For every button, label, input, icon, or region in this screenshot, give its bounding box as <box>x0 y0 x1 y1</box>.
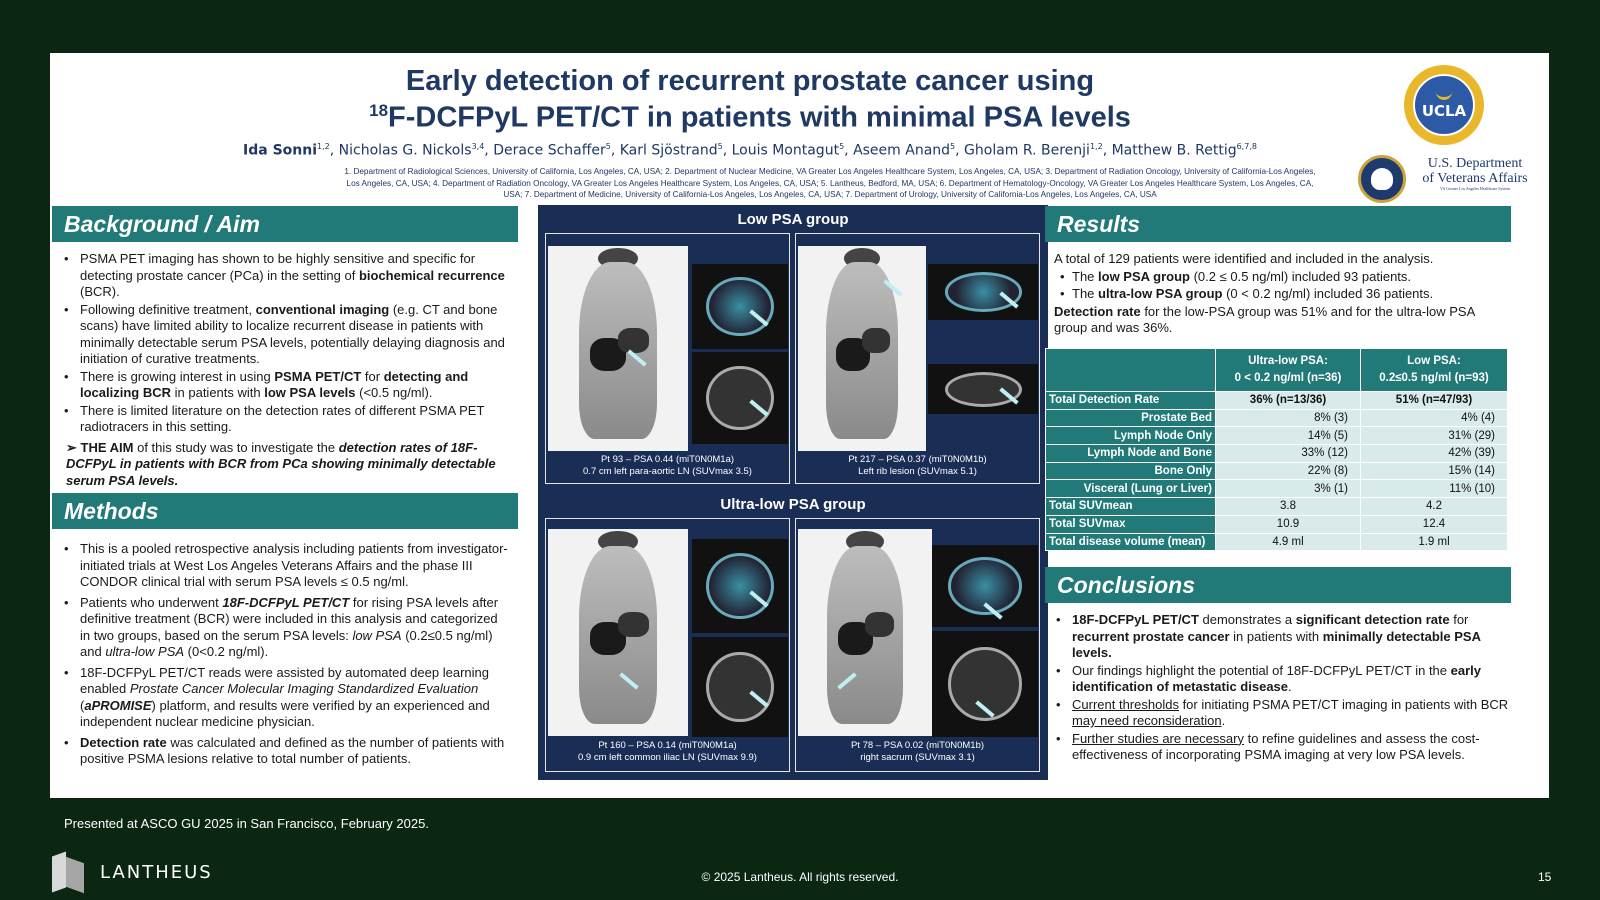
background-heading: Background / Aim <box>52 206 518 242</box>
background-bullet-1: • PSMA PET imaging has shown to be highly sensitive and specific for detecting prostate cancer (PCa) in the setting of biochemical recurrence (BCR). <box>58 251 510 301</box>
author-affiliation-sup: 1,2 <box>1089 142 1103 151</box>
case-pt78 <box>795 518 1040 772</box>
cell-low: 1.9 ml <box>1361 533 1508 551</box>
cell-ultra-low: 3.8 <box>1216 498 1361 516</box>
methods-heading: Methods <box>52 493 518 529</box>
axial-fused-image <box>692 264 788 349</box>
cell-low: 31% (29) <box>1361 427 1508 445</box>
case-caption: Pt 93 – PSA 0.44 (miT0N0M1a) 0.7 cm left para-aortic LN (SUVmax 3.5) <box>583 454 752 477</box>
author-affiliation-sup: 5 <box>717 142 723 151</box>
body-cross-section <box>706 553 773 619</box>
case-caption: Pt 217 – PSA 0.37 (miT0N0M1b) Left rib lesion (SUVmax 5.1) <box>848 454 987 477</box>
va-logo-text <box>1410 157 1540 191</box>
conclusions-body <box>1050 612 1510 765</box>
organ-shape <box>865 612 894 637</box>
title-line2-text: F-DCFPyL PET/CT in patients with minimal PSA levels <box>388 101 1131 134</box>
va-line1: U.S. Department <box>1427 156 1523 171</box>
axial-ct-image <box>932 631 1038 737</box>
mip-image <box>548 246 688 451</box>
cell-low: 51% (n=47/93) <box>1361 392 1508 410</box>
row-label: Lymph Node and Bone <box>1046 445 1216 463</box>
organ-shape <box>618 328 649 353</box>
affiliations-line3: USA; 7. Department of Medicine, University of California-Los Angeles, Los Angeles, CA, USA; 7. Department of Urology, University of California-Los Angeles, Los Angeles, CA, USA <box>503 190 1157 199</box>
methods-bullet-3: • 18F-DCFPyL PET/CT reads were assisted by automated deep learning enabled Prostate Cancer Molecular Imaging Standardized Evaluation (aPROMISE) platform, and results were verified by an experienced and independent nuclear medicine physician. <box>58 665 510 731</box>
ucla-seal-inner <box>1413 74 1475 136</box>
body-cross-section <box>706 366 773 430</box>
title-superscript: 18 <box>369 101 389 120</box>
conclusion-bullet-1: • 18F-DCFPyL PET/CT demonstrates a significant detection rate for recurrent prostate cancer in patients with minimally detectable PSA levels. <box>1050 612 1510 662</box>
presented-note: Presented at ASCO GU 2025 in San Francisco, February 2025. <box>64 816 429 831</box>
author-affiliation-sup: 5 <box>950 142 956 151</box>
axial-ct-image <box>928 364 1038 414</box>
conclusion-bullet-3: • Current thresholds for initiating PSMA PET/CT imaging in patients with BCR may need reconsideration. <box>1050 697 1510 730</box>
author-name: Gholam R. Berenji <box>964 142 1090 159</box>
table-row <box>1046 533 1508 551</box>
author-name: Nicholas G. Nickols <box>338 142 472 159</box>
table-row <box>1046 445 1508 463</box>
table-row <box>1046 498 1508 516</box>
affiliations-line2: Los Angeles, CA, USA; 4. Department of Radiation Oncology, VA Greater Los Angeles Healthcare System, Los Angeles, CA, USA; 5. Lantheus, Bedford, MA, USA; 6. Department of Hematology-Oncology, VA Greater Los Angeles Healthcare System, Los Angeles, CA, <box>346 178 1314 188</box>
author-affiliation-sup: 3,4 <box>471 142 485 151</box>
table-row <box>1046 392 1508 410</box>
va-line3: VA Greater Los Angeles Healthcare System <box>1439 186 1511 191</box>
axial-ct-image <box>692 352 788 444</box>
author-name: Aseem Anand <box>853 142 951 159</box>
body-cross-section <box>706 652 773 722</box>
organ-shape <box>862 328 890 353</box>
results-detection-rate: Detection rate for the low-PSA group was 51% and for the ultra-low PSA group and was 36%. <box>1054 303 1475 335</box>
author-affiliation-sup: 6,7,8 <box>1236 142 1257 151</box>
results-summary: A total of 129 patients were identified and included in the analysis. <box>1054 251 1434 266</box>
author-name: Karl Sjöstrand <box>619 142 718 159</box>
cell-ultra-low: 33% (12) <box>1216 445 1361 463</box>
body-cross-section <box>945 272 1022 311</box>
page-number: 15 <box>1538 870 1552 884</box>
results-table-header <box>1046 349 1508 392</box>
body-cross-section <box>945 372 1022 407</box>
body-cross-section <box>706 277 773 337</box>
case-pt217 <box>795 233 1040 484</box>
case-pt93 <box>545 233 790 484</box>
lamp-icon <box>1436 90 1452 100</box>
cell-ultra-low: 8% (3) <box>1216 409 1361 427</box>
organ-shape <box>618 612 649 637</box>
cell-ultra-low: 3% (1) <box>1216 480 1361 498</box>
cell-low: 4% (4) <box>1361 409 1508 427</box>
author-list: Ida Sonni$^{1,2}$, Nicholas G. Nickols$^{3,4}$, Derace Schaffer$^5$, Karl Sjöstrand$^5$, Louis Montagut$^5$, Aseem Anand$^5$, Gholam R. Berenji$^{1,2}$, Matthew B. Rettig$^{6,7,8}$ <box>243 142 1257 159</box>
copyright: © 2025 Lantheus. All rights reserved. <box>701 870 899 884</box>
methods-bullet-2: • Patients who underwent 18F-DCFPyL PET/CT for rising PSA levels after definitive treatment (BCR) were included in this analysis and categorized in two groups, based on the serum PSA levels: low PSA (0.2≤0.5 ng/ml) and ultra-low PSA (0<0.2 ng/ml). <box>58 595 510 661</box>
methods-body <box>58 541 510 769</box>
results-bullet-low: • The low PSA group (0.2 ≤ 0.5 ng/ml) included 93 patients. <box>1054 269 1509 286</box>
background-bullet-4: • There is limited literature on the detection rates of different PSMA PET radiotracers in this setting. <box>58 403 510 436</box>
affiliations <box>265 166 1395 201</box>
table-row <box>1046 427 1508 445</box>
table-row <box>1046 515 1508 533</box>
poster-title-line2 <box>250 101 1250 135</box>
lantheus-wordmark: LANTHEUS <box>100 861 213 883</box>
cell-ultra-low: 4.9 ml <box>1216 533 1361 551</box>
conclusions-heading: Conclusions <box>1045 567 1511 603</box>
poster <box>50 53 1549 798</box>
background-bullet-2: • Following definitive treatment, conventional imaging (e.g. CT and bone scans) have limited ability to localize recurrent disease in patients with minimally detectable serum PSA levels, potentially delaying diagnosis and initiation of curative treatments. <box>58 302 510 368</box>
conclusion-bullet-2: • Our findings highlight the potential of 18F-DCFPyL PET/CT in the early identification of metastatic disease. <box>1050 663 1510 696</box>
background-body <box>58 251 510 489</box>
author-name: Louis Montagut <box>731 142 840 159</box>
case-caption: Pt 78 – PSA 0.02 (miT0N0M1b) right sacrum (SUVmax 3.1) <box>850 740 985 763</box>
author-name: Derace Schaffer <box>493 142 606 159</box>
conclusion-bullet-4: • Further studies are necessary to refine guidelines and assess the cost-effectiveness of incorporating PSMA imaging at very low PSA levels. <box>1050 731 1510 764</box>
header-empty-cell <box>1046 349 1216 392</box>
mip-image <box>548 529 688 736</box>
header-ultra-low: Ultra-low PSA: 0 < 0.2 ng/ml (n=36) <box>1216 349 1361 392</box>
cell-ultra-low: 14% (5) <box>1216 427 1361 445</box>
table-row <box>1046 409 1508 427</box>
row-label: Total Detection Rate <box>1046 392 1216 410</box>
row-label: Prostate Bed <box>1046 409 1216 427</box>
affiliations-line1: 1. Department of Radiological Sciences, University of California, Los Angeles, CA, USA; 2. Department of Nuclear Medicine, VA Greater Los Angeles Healthcare System, Los Angeles, CA, USA; 3. Department of Radiation Oncology, University of California-Los Angeles, <box>344 167 1316 176</box>
pet-image-panel <box>538 205 1048 780</box>
results-bullet-ultralow: • The ultra-low PSA group (0 < 0.2 ng/ml) included 36 patients. <box>1054 286 1509 303</box>
cell-ultra-low: 10.9 <box>1216 515 1361 533</box>
cell-low: 4.2 <box>1361 498 1508 516</box>
row-label: Total SUVmean <box>1046 498 1216 516</box>
case-pt160 <box>545 518 790 772</box>
author-affiliation-sup: 5 <box>605 142 611 151</box>
axial-fused-image <box>692 539 788 633</box>
author-name: Ida Sonni <box>243 142 318 159</box>
background-bullet-3: • There is growing interest in using PSMA PET/CT for detecting and localizing BCR in patients with low PSA levels (<0.5 ng/ml). <box>58 369 510 402</box>
results-body <box>1054 251 1509 338</box>
results-heading: Results <box>1045 206 1511 242</box>
author-name: Matthew B. Rettig <box>1111 142 1237 159</box>
cell-ultra-low: 22% (8) <box>1216 462 1361 480</box>
methods-bullet-4: • Detection rate was calculated and defined as the number of patients with positive PSMA lesions relative to total number of patients. <box>58 735 510 768</box>
cell-low: 15% (14) <box>1361 462 1508 480</box>
author-affiliation-sup: 5 <box>839 142 845 151</box>
row-label: Total SUVmax <box>1046 515 1216 533</box>
ucla-logo <box>1404 65 1484 145</box>
row-label: Bone Only <box>1046 462 1216 480</box>
va-seal-logo <box>1358 155 1406 203</box>
results-table <box>1045 348 1508 551</box>
table-row <box>1046 480 1508 498</box>
ucla-logo-text: UCLA <box>1421 102 1467 120</box>
row-label: Visceral (Lung or Liver) <box>1046 480 1216 498</box>
cell-low: 11% (10) <box>1361 480 1508 498</box>
va-line2: of Veterans Affairs <box>1422 171 1528 186</box>
row-label: Lymph Node Only <box>1046 427 1216 445</box>
row-label: Total disease volume (mean) <box>1046 533 1216 551</box>
case-caption: Pt 160 – PSA 0.14 (miT0N0M1a) 0.9 cm left common iliac LN (SUVmax 9.9) <box>578 740 757 763</box>
header-low: Low PSA: 0.2≤0.5 ng/ml (n=93) <box>1361 349 1508 392</box>
eagle-icon <box>1371 168 1393 190</box>
mip-image <box>798 529 932 736</box>
cell-low: 42% (39) <box>1361 445 1508 463</box>
author-affiliation-sup: 1,2 <box>317 142 330 151</box>
methods-bullet-1: • This is a pooled retrospective analysis including patients from investigator-initiated trials at West Los Angeles Veterans Affairs and the phase III CONDOR clinical trial with serum PSA levels ≤ 0.5 ng/ml. <box>58 541 510 591</box>
axial-fused-image <box>932 545 1038 627</box>
axial-ct-image <box>692 637 788 737</box>
mip-image <box>798 246 926 451</box>
low-psa-group-title: Low PSA group <box>737 211 849 228</box>
poster-title-line1: Early detection of recurrent prostate cancer using <box>405 65 1095 97</box>
table-row <box>1046 462 1508 480</box>
study-aim: ➢ THE AIM of this study was to investigate the detection rates of 18F-DCFPyL in patients with BCR from PCa showing minimally detectable serum PSA levels. <box>66 439 496 488</box>
axial-fused-image <box>928 264 1038 320</box>
ultra-low-psa-group-title: Ultra-low PSA group <box>720 496 866 513</box>
cell-low: 12.4 <box>1361 515 1508 533</box>
cell-ultra-low: 36% (n=13/36) <box>1216 392 1361 410</box>
